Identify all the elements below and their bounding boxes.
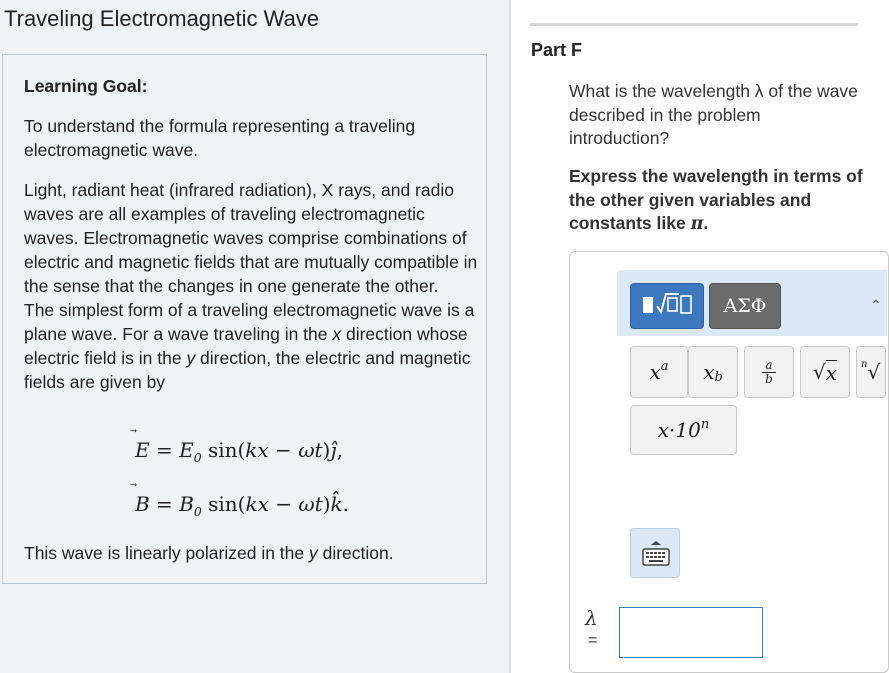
learning-goal-text: To understand the formula representing a traveling electromagnetic wave. — [24, 116, 416, 160]
intro-text-b: The simplest form of a traveling electromagnetic wave is a plane wave. For a wave traveling in the x direction whose electric field is in the y direction, the electric and magnetic fields are given by — [24, 300, 475, 392]
learning-goal-box — [2, 54, 487, 584]
answer-variable-label: λ — [585, 606, 598, 630]
scientific-notation-key[interactable]: x·10 $^n$ — [630, 405, 737, 455]
page-title: Traveling Electromagnetic Wave — [4, 6, 320, 31]
intro-paragraph — [24, 178, 484, 394]
templates-button[interactable] — [630, 283, 704, 329]
fraction-key[interactable]: a b — [744, 346, 794, 398]
part-title: Part F — [531, 40, 583, 60]
polarization-text: This wave is linearly polarized in the y direction. — [24, 543, 394, 563]
nth-root-key[interactable]: $^n$ √ — [856, 346, 886, 398]
power-key[interactable]: x $^a$ — [630, 346, 688, 398]
answer-input[interactable] — [619, 607, 763, 658]
part-separator — [530, 23, 858, 26]
instruction-text: Express the wavelength in terms of the other given variables and constants like π. — [569, 166, 863, 234]
keyboard-icon — [641, 539, 671, 574]
intro-text-a: Light, radiant heat (infrared radiation), X rays, and radio waves are all examples of traveling electromagnetic waves. Electromagnetic waves comprise combinations of electric and magnetic fields that are mutually compatible in the sense that the changes in one generate the other. — [24, 180, 478, 296]
electric-field-equation: E = $E_0$ sin(kx − ωt)ĵ, — [135, 438, 343, 465]
pane-divider[interactable] — [509, 0, 511, 673]
symbols-button[interactable]: ΑΣΦ — [709, 283, 781, 329]
square-root-key[interactable]: √ x — [800, 346, 850, 398]
toolbar-caret-icon[interactable]: ⌃ — [870, 297, 882, 313]
subscript-key[interactable]: x $_b$ — [688, 346, 738, 398]
magnetic-field-equation: B = $B_0$ sin(kx − ωt)k̂. — [135, 492, 350, 519]
templates-icon — [641, 290, 693, 323]
learning-goal-heading: Learning Goal: — [24, 76, 148, 96]
keyboard-toggle-button[interactable] — [630, 528, 680, 578]
answer-equals-label: = — [588, 632, 598, 649]
question-text: What is the wavelength λ of the wave described in the problem introduction? — [569, 81, 858, 148]
